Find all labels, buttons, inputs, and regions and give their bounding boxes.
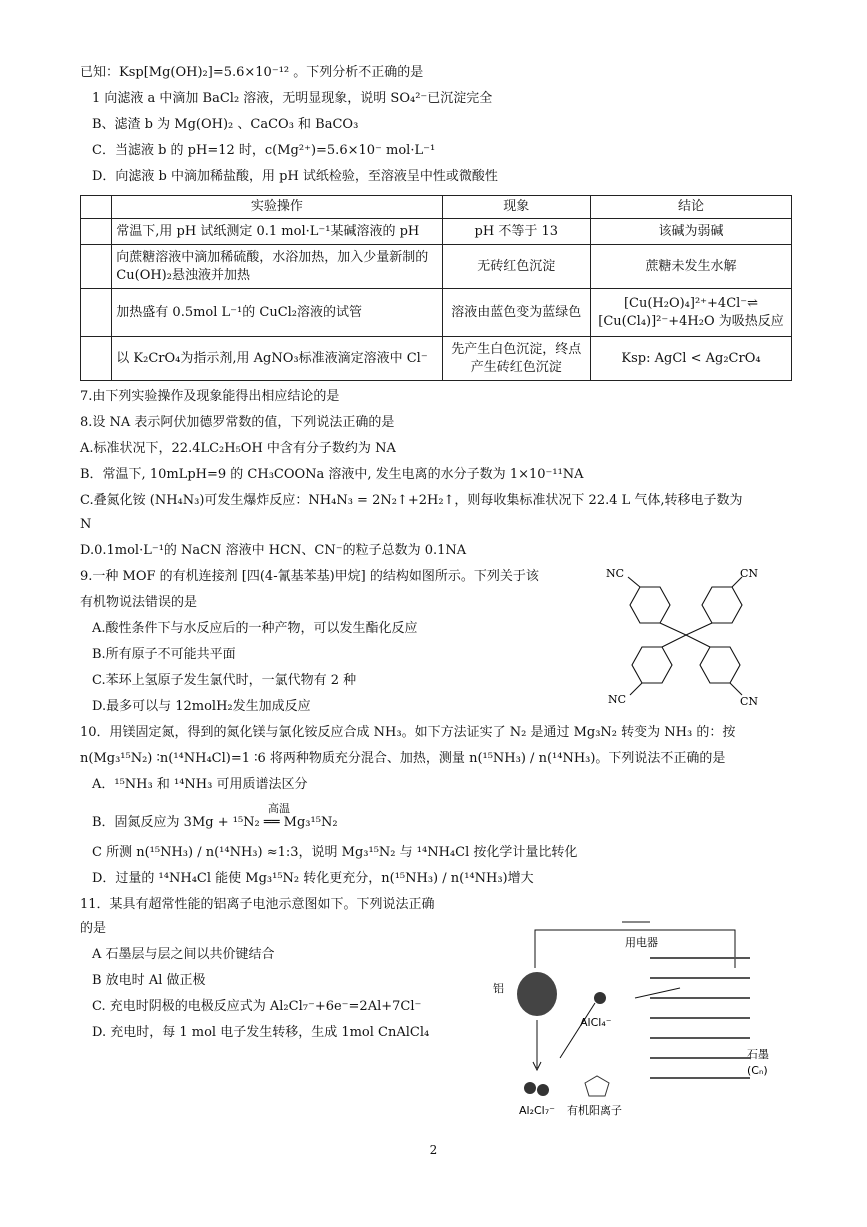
table-row	[81, 289, 792, 337]
bond	[662, 635, 686, 647]
alcl4-label: AlCl₄⁻	[580, 1016, 612, 1029]
table-cell: 无砖红色沉淀	[442, 245, 590, 289]
alcl4-ion	[594, 992, 606, 1004]
table-cell: pH 不等于 13	[442, 219, 590, 245]
bond	[686, 623, 712, 635]
table-cell	[81, 245, 112, 289]
q10-option-a: A．¹⁵NH₃ 和 ¹⁴NH₃ 可用质谱法区分	[92, 777, 308, 792]
table-cell: 蔗糖未发生水解	[591, 245, 792, 289]
table-cell	[81, 219, 112, 245]
table-cell: 常温下,用 pH 试纸测定 0.1 mol·L⁻¹某碱溶液的 pH	[112, 219, 442, 245]
q9-option-d: D.最多可以与 12molH₂发生加成反应	[92, 699, 311, 714]
aluminum-electrode-label: 铝	[493, 982, 504, 995]
q11-option-d: D. 充电时，每 1 mol 电子发生转移，生成 1mol CnAlCl₄	[92, 1025, 430, 1040]
table-header-cell: 实验操作	[112, 196, 442, 219]
table-cell: 加热盛有 0.5mol L⁻¹的 CuCl₂溶液的试管	[112, 289, 442, 337]
table-cell: 向蔗糖溶液中滴加稀硫酸，水浴加热，加入少量新制的 Cu(OH)₂悬浊液并加热	[112, 245, 442, 289]
aluminum-ion-battery-diagram	[485, 908, 785, 1138]
arrow-line	[560, 1003, 595, 1058]
q7-option-d: D．向滤液 b 中滴加稀盐酸，用 pH 试纸检验，至溶液呈中性或微酸性	[92, 169, 498, 184]
q10-condition-label: 高温	[268, 802, 290, 815]
cn-label: CN	[740, 695, 759, 708]
benzene-ring-4	[700, 647, 740, 683]
bond	[628, 577, 640, 587]
table-cell: [Cu(H₂O)₄]²⁺+4Cl⁻⇌ [Cu(Cl₄)]²⁻+4H₂O 为吸热反应	[591, 289, 792, 337]
table-cell: Ksp: AgCl < Ag₂CrO₄	[591, 337, 792, 381]
table-cell	[81, 337, 112, 381]
q7-option-b: B、滤渣 b 为 Mg(OH)₂ 、CaCO₃ 和 BaCO₃	[92, 117, 359, 132]
q8-option-a: A.标准状况下，22.4LC₂H₅OH 中含有分子数约为 NA	[80, 441, 396, 456]
benzene-ring-1	[630, 587, 670, 623]
q7-option-a: 1 向滤液 a 中滴加 BaCl₂ 溶液，无明显现象，说明 SO₄²⁻已沉淀完全	[92, 91, 493, 106]
table-header-cell	[81, 196, 112, 219]
q10-option-b: B．固氮反应为 3Mg + ¹⁵N₂ ══ Mg₃¹⁵N₂	[92, 815, 338, 830]
q10-option-d: D．过量的 ¹⁴NH₄Cl 能使 Mg₃¹⁵N₂ 转化更充分，n(¹⁵NH₃) / n(¹⁴NH₃)增大	[92, 871, 534, 886]
q9-option-a: A.酸性条件下与水反应后的一种产物，可以发生酯化反应	[92, 621, 418, 636]
q10-option-c: C 所测 n(¹⁵NH₃) / n(¹⁴NH₃) ≈1:3，说明 Mg₃¹⁵N₂ 与 ¹⁴NH₄Cl 按化学计量比转化	[92, 845, 578, 860]
table-header-cell: 现象	[442, 196, 590, 219]
bond	[686, 635, 710, 647]
q11-option-a: A 石墨层与层之间以共价键结合	[92, 947, 275, 962]
table-cell: 以 K₂CrO₄为指示剂,用 AgNO₃标准液滴定溶液中 Cl⁻	[112, 337, 442, 381]
q9-option-b: B.所有原子不可能共平面	[92, 647, 236, 662]
q11-option-c: C. 充电时阴极的电极反应式为 Al₂Cl₇⁻+6e⁻=2Al+7Cl⁻	[92, 999, 422, 1014]
q8-option-d: D.0.1mol·L⁻¹的 NaCN 溶液中 HCN、CN⁻的粒子总数为 0.1NA	[80, 543, 467, 558]
q8-stem: 8.设 NA 表示阿伏加德罗常数的值，下列说法正确的是	[80, 415, 395, 430]
q11-stem: 11．某具有超常性能的铝离子电池示意图如下。下列说法正确	[80, 897, 435, 912]
al2cl7-ion	[537, 1084, 549, 1096]
q11-option-b: B 放电时 Al 做正极	[92, 973, 206, 988]
al2cl7-ion	[524, 1082, 536, 1094]
table-row	[81, 337, 792, 381]
table-header-row	[81, 196, 792, 219]
cn-label: (Cₙ)	[747, 1064, 768, 1077]
al2cl7-label: Al₂Cl₇⁻	[519, 1104, 555, 1117]
q9-stem-cont: 有机物说法错误的是	[80, 595, 198, 610]
cn-label: CN	[740, 567, 759, 580]
q8-option-b: B．常温下, 10mLpH=9 的 CH₃COONa 溶液中, 发生电离的水分子数为 1×10⁻¹¹NA	[80, 467, 584, 482]
device-label: 用电器	[625, 936, 658, 949]
table-cell: 溶液由蓝色变为蓝绿色	[442, 289, 590, 337]
q7-option-c: C．当滤液 b 的 pH=12 时，c(Mg²⁺)=5.6×10⁻ mol·L⁻¹	[92, 143, 436, 158]
q10-stem: 10．用镁固定氮，得到的氮化镁与氯化铵反应合成 NH₃。如下方法证实了 N₂ 是通过 Mg₃N₂ 转变为 NH₃ 的：按	[80, 725, 736, 740]
nc-label: NC	[606, 567, 625, 580]
q10-stem-cont: n(Mg₃¹⁵N₂) ∶n(¹⁴NH₄Cl)=1 ∶6 将两种物质充分混合、加热，测量 n(¹⁵NH₃) / n(¹⁴NH₃)。下列说法不正确的是	[80, 751, 726, 766]
bond	[660, 623, 686, 635]
table-row	[81, 219, 792, 245]
q7-stem: 7.由下列实验操作及现象能得出相应结论的是	[80, 389, 340, 404]
experiment-table	[80, 195, 792, 381]
table-header-cell: 结论	[591, 196, 792, 219]
page-number: 2	[429, 1143, 438, 1157]
q8-option-c: C.叠氮化铵 (NH₄N₃)可发生爆炸反应：NH₄N₃ = 2N₂↑+2H₂↑，则每收集标准状况下 22.4 L 气体,转移电子数为	[80, 493, 743, 508]
benzene-ring-2	[702, 587, 742, 623]
tetra-cyanophenyl-methane-structure	[600, 565, 780, 715]
bond	[730, 683, 742, 695]
organic-cation-ring	[585, 1076, 609, 1096]
q8-option-c-cont: N	[80, 517, 92, 532]
arrow-line	[635, 988, 680, 998]
table-cell: 先产生白色沉淀，终点产生砖红色沉淀	[442, 337, 590, 381]
nc-label: NC	[608, 693, 627, 706]
q7-intro: 已知：Ksp[Mg(OH)₂]=5.6×10⁻¹² 。下列分析不正确的是	[80, 65, 424, 80]
q11-stem-cont: 的是	[80, 921, 107, 936]
q9-option-c: C.苯环上氢原子发生氯代时，一氯代物有 2 种	[92, 673, 357, 688]
aluminum-electrode-cluster	[517, 972, 557, 1016]
q9-stem: 9.一种 MOF 的有机连接剂 [四(4-氰基苯基)甲烷] 的结构如图所示。下列关于该	[80, 569, 539, 584]
bond	[630, 683, 642, 695]
benzene-ring-3	[632, 647, 672, 683]
table-cell: 该碱为弱碱	[591, 219, 792, 245]
organic-cation-label: 有机阳离子	[567, 1104, 622, 1117]
table-cell	[81, 289, 112, 337]
table-row	[81, 245, 792, 289]
graphite-label: 石墨	[747, 1048, 769, 1061]
